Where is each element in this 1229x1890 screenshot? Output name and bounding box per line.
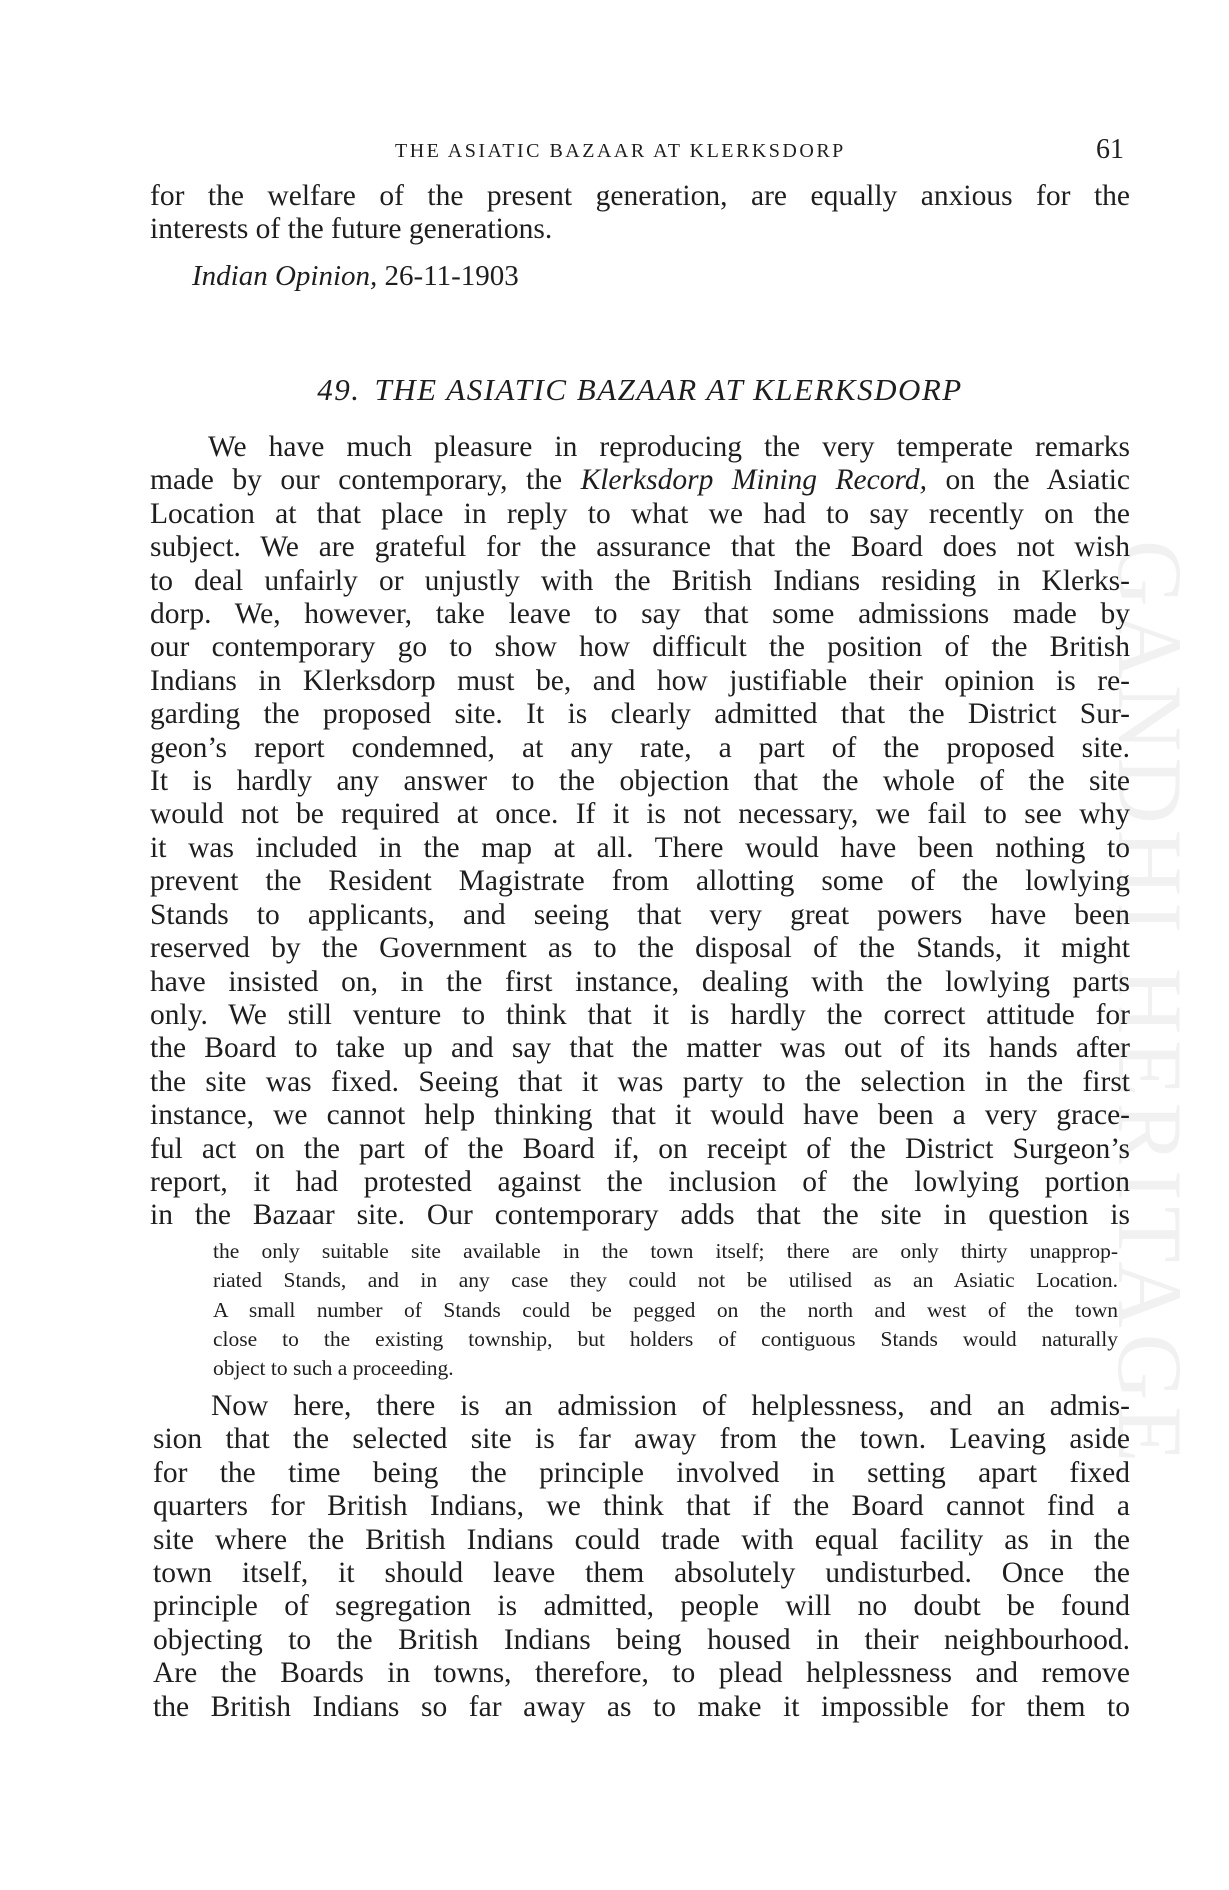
text-line: interests of the future generations.	[150, 213, 553, 246]
text-line: Now here, there is an admission of helplessness, and an admis-	[211, 1390, 1130, 1422]
quote-line: object to such a proceeding.	[213, 1356, 454, 1381]
text-line: the site was fixed. Seeing that it was party to the selection in the first	[150, 1065, 1130, 1098]
text-line: principle of segregation is admitted, people will no doubt be found	[153, 1590, 1130, 1623]
publication-name: Klerksdorp Mining Record,	[580, 464, 928, 497]
section-number: 49.	[317, 372, 361, 407]
text-line: site where the British Indians could trade with equal facility as in the	[153, 1523, 1130, 1556]
text-line: have insisted on, in the first instance, dealing with the lowlying parts	[150, 965, 1130, 998]
text-line: would not be required at once. If it is not necessary, we fail to see why	[150, 798, 1130, 831]
body-paragraph	[150, 431, 1130, 1233]
text-line: Stands to applicants, and seeing that very great powers have been	[150, 898, 1130, 931]
body-paragraph	[153, 1390, 1130, 1724]
text-line: the British Indians so far away as to make it impossible for them to	[153, 1690, 1130, 1723]
quote-line: A small number of Stands could be pegged on the north and west of the town	[213, 1297, 1118, 1322]
text-line: it was included in the map at all. There would have been nothing to	[150, 831, 1130, 864]
quote-line: riated Stands, and in any case they could not be utilised as an Asiatic Location.	[213, 1268, 1118, 1293]
text-line: subject. We are grateful for the assurance that the Board does not wish	[150, 531, 1130, 564]
source-date: 26-11-1903	[384, 260, 519, 292]
text-line: the Board to take up and say that the matter was out of its hands after	[150, 1032, 1130, 1065]
text-line: dorp. We, however, take leave to say that some admissions made by	[150, 598, 1130, 631]
text-line: Indians in Klerksdorp must be, and how justifiable their opinion is re-	[150, 664, 1130, 697]
text-line: objecting to the British Indians being housed in their neighbourhood.	[153, 1623, 1130, 1656]
text-line: prevent the Resident Magistrate from allotting some of the lowlying	[150, 865, 1130, 898]
text-line: ful act on the part of the Board if, on receipt of the District Surgeon’s	[150, 1132, 1130, 1165]
opening-text	[150, 180, 1130, 247]
watermark-text: GANDHI HERITAGE	[1099, 540, 1201, 1469]
text-line: quarters for British Indians, we think that if the Board cannot find a	[153, 1490, 1130, 1523]
block-quotation	[213, 1237, 1118, 1383]
text-line: report, it had protested against the inclusion of the lowlying portion	[150, 1165, 1130, 1198]
text-line: to deal unfairly or unjustly with the British Indians residing in Klerks-	[150, 564, 1130, 597]
section-heading	[150, 372, 1130, 408]
text-run: on the Asiatic	[945, 464, 1131, 497]
text-line: sion that the selected site is far away from the town. Leaving aside	[153, 1423, 1130, 1456]
text-line: only. We still venture to think that it is hardly the correct attitude for	[150, 998, 1130, 1031]
running-title: THE ASIATIC BAZAAR AT KLERKSDORP	[395, 140, 846, 162]
text-line: instance, we cannot help thinking that it would have been a very grace-	[150, 1099, 1130, 1132]
text-line: town itself, it should leave them absolutely undisturbed. Once the	[153, 1557, 1130, 1590]
text-line: We have much pleasure in reproducing the very temperate remarks	[208, 431, 1130, 463]
text-line: garding the proposed site. It is clearly admitted that the District Sur-	[150, 698, 1130, 731]
running-head	[150, 136, 1130, 170]
text-line: for the welfare of the present generation, are equally anxious for the	[150, 180, 1130, 212]
page-number: 61	[1096, 134, 1124, 165]
text-line: for the time being the principle involved in setting apart fixed	[153, 1456, 1130, 1489]
text-run: made by our contemporary, the	[150, 464, 563, 497]
text-line: Are the Boards in towns, therefore, to plead helplessness and remove	[153, 1657, 1130, 1690]
text-line: our contemporary go to show how difficult the position of the British	[150, 631, 1130, 664]
section-title: THE ASIATIC BAZAAR AT KLERKSDORP	[374, 372, 963, 407]
text-line: It is hardly any answer to the objection that the whole of the site	[150, 765, 1130, 798]
quote-line: the only suitable site available in the town itself; there are only thirty unapprop-	[213, 1239, 1118, 1263]
text-line: in the Bazaar site. Our contemporary adds that the site in question is	[150, 1199, 1130, 1232]
text-line: reserved by the Government as to the disposal of the Stands, it might	[150, 932, 1130, 965]
text-line: Location at that place in reply to what we had to say recently on the	[150, 497, 1130, 530]
text-line: geon’s report condemned, at any rate, a part of the proposed site.	[150, 731, 1130, 764]
source-citation	[192, 260, 519, 293]
quote-line: close to the existing township, but holders of contiguous Stands would naturally	[213, 1326, 1118, 1351]
text-line	[150, 464, 1130, 497]
source-publication: Indian Opinion,	[192, 260, 378, 292]
